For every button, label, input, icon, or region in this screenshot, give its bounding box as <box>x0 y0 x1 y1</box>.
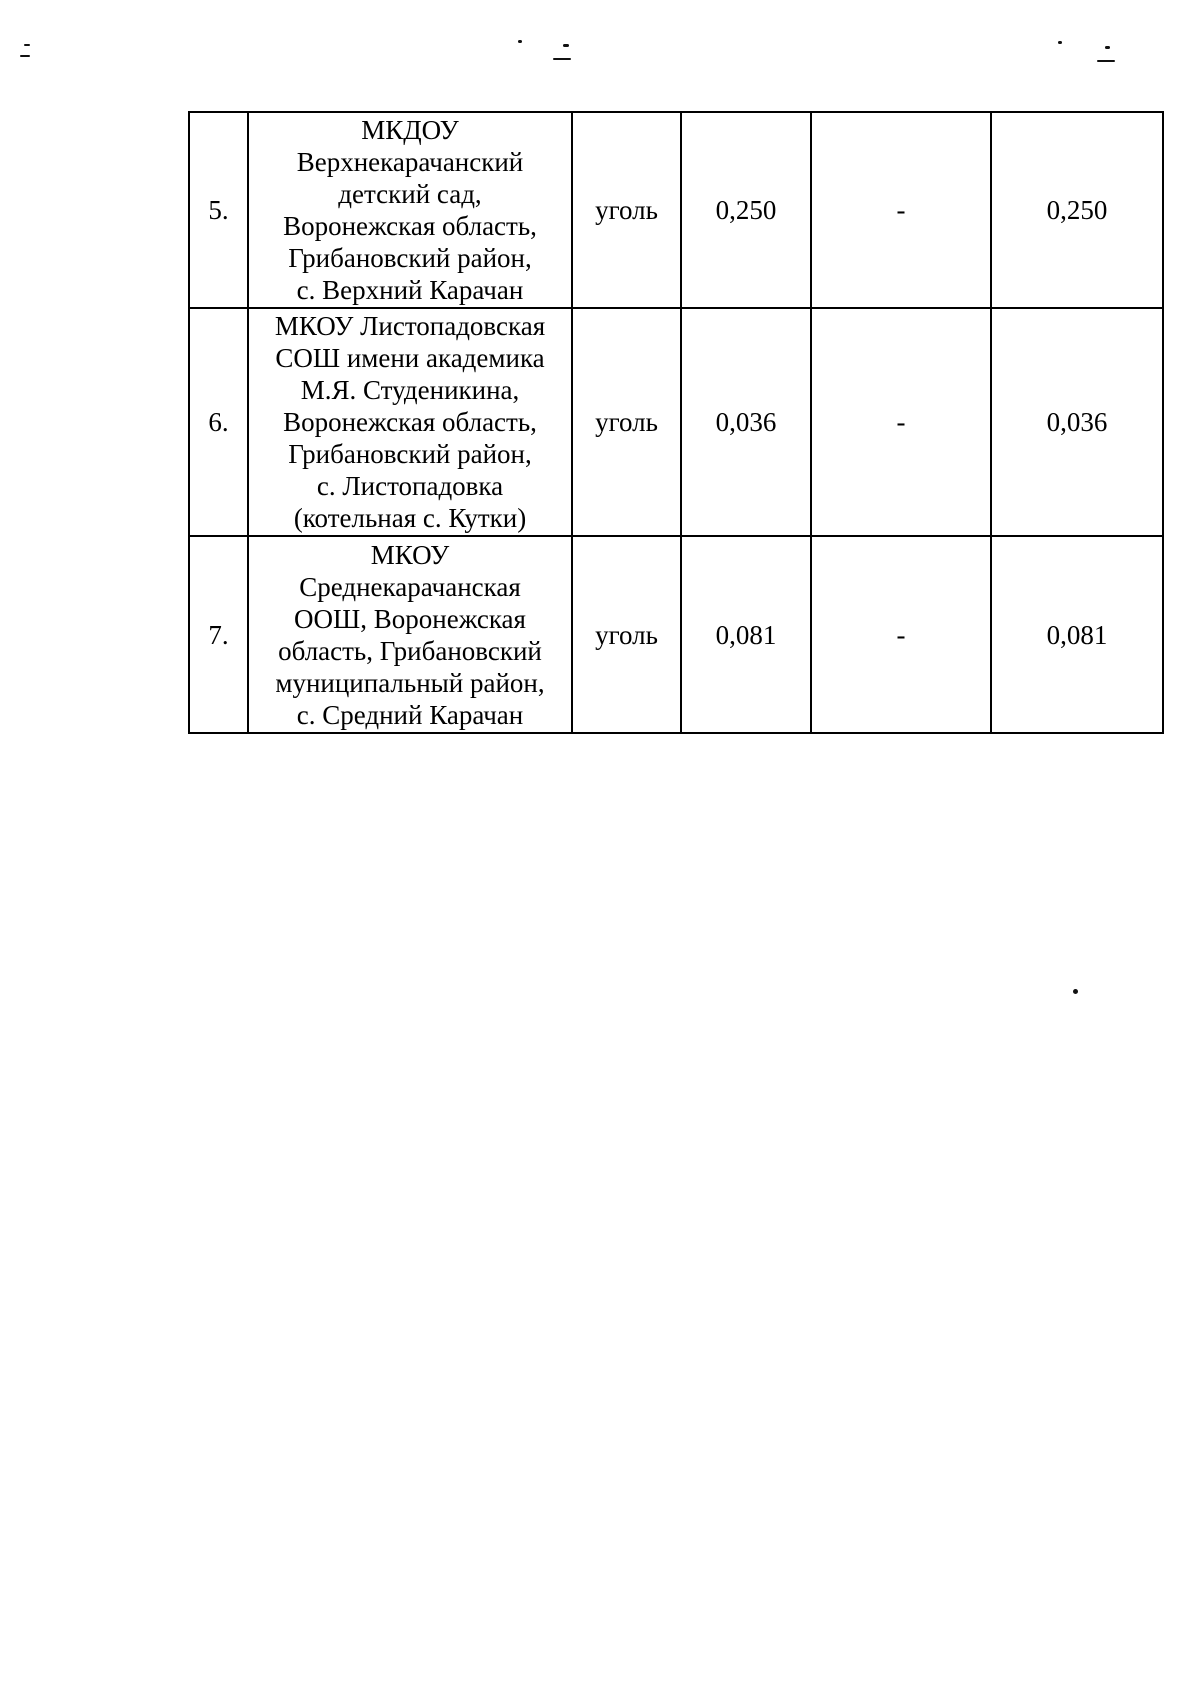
value1: 0,081 <box>715 619 777 650</box>
row-number-cell <box>189 536 248 733</box>
organization-cell <box>248 536 572 733</box>
value2: - <box>896 195 906 225</box>
scan-artifact <box>1097 60 1115 62</box>
value1-cell <box>681 536 811 733</box>
scan-artifact <box>1105 46 1110 49</box>
row-number-cell <box>189 308 248 536</box>
scan-artifact <box>1058 41 1062 44</box>
value2-cell <box>811 308 991 536</box>
row-number: 7. <box>208 619 229 650</box>
value3-cell <box>991 536 1163 733</box>
scan-artifact <box>1073 989 1078 994</box>
value3: 0,081 <box>1046 619 1108 650</box>
value2-cell <box>811 112 991 308</box>
scan-artifact <box>518 40 522 43</box>
fuel-type: уголь <box>595 619 658 650</box>
organization-cell <box>248 112 572 308</box>
scan-artifact <box>553 58 571 60</box>
scan-artifact <box>20 55 30 57</box>
value2-cell <box>811 536 991 733</box>
organization-cell <box>248 308 572 536</box>
data-table <box>188 111 1164 734</box>
value3-cell <box>991 112 1163 308</box>
fuel-cell <box>572 112 681 308</box>
value3: 0,036 <box>1046 407 1108 437</box>
fuel-type: уголь <box>595 195 658 225</box>
table-row <box>189 112 1163 308</box>
value1: 0,250 <box>715 195 777 225</box>
value1-cell <box>681 308 811 536</box>
scan-artifact <box>24 44 30 46</box>
value1-cell <box>681 112 811 308</box>
row-number-cell <box>189 112 248 308</box>
value2: - <box>896 619 906 650</box>
value1: 0,036 <box>715 407 777 437</box>
organization-name: МКОУ Среднекарачанская ООШ, Воронежская область, Грибановский муниципальный район, с. Средний Карачан <box>275 539 545 730</box>
value3: 0,250 <box>1046 195 1108 225</box>
fuel-cell <box>572 308 681 536</box>
value2: - <box>896 407 906 437</box>
fuel-type: уголь <box>595 407 658 437</box>
row-number: 5. <box>208 195 229 225</box>
organization-name: МКОУ Листопадовская СОШ имени академика М.Я. Студеникина, Воронежская область, Грибановский район, с. Листопадовка (котельная с. Кутки) <box>274 311 546 533</box>
row-number: 6. <box>208 407 229 437</box>
value3-cell <box>991 308 1163 536</box>
organization-name: МКДОУ Верхнекарачанский детский сад, Воронежская область, Грибановский район, с. Верхний Карачан <box>283 115 537 305</box>
scan-artifact <box>563 44 569 47</box>
table-row <box>189 536 1163 733</box>
table-row <box>189 308 1163 536</box>
fuel-cell <box>572 536 681 733</box>
